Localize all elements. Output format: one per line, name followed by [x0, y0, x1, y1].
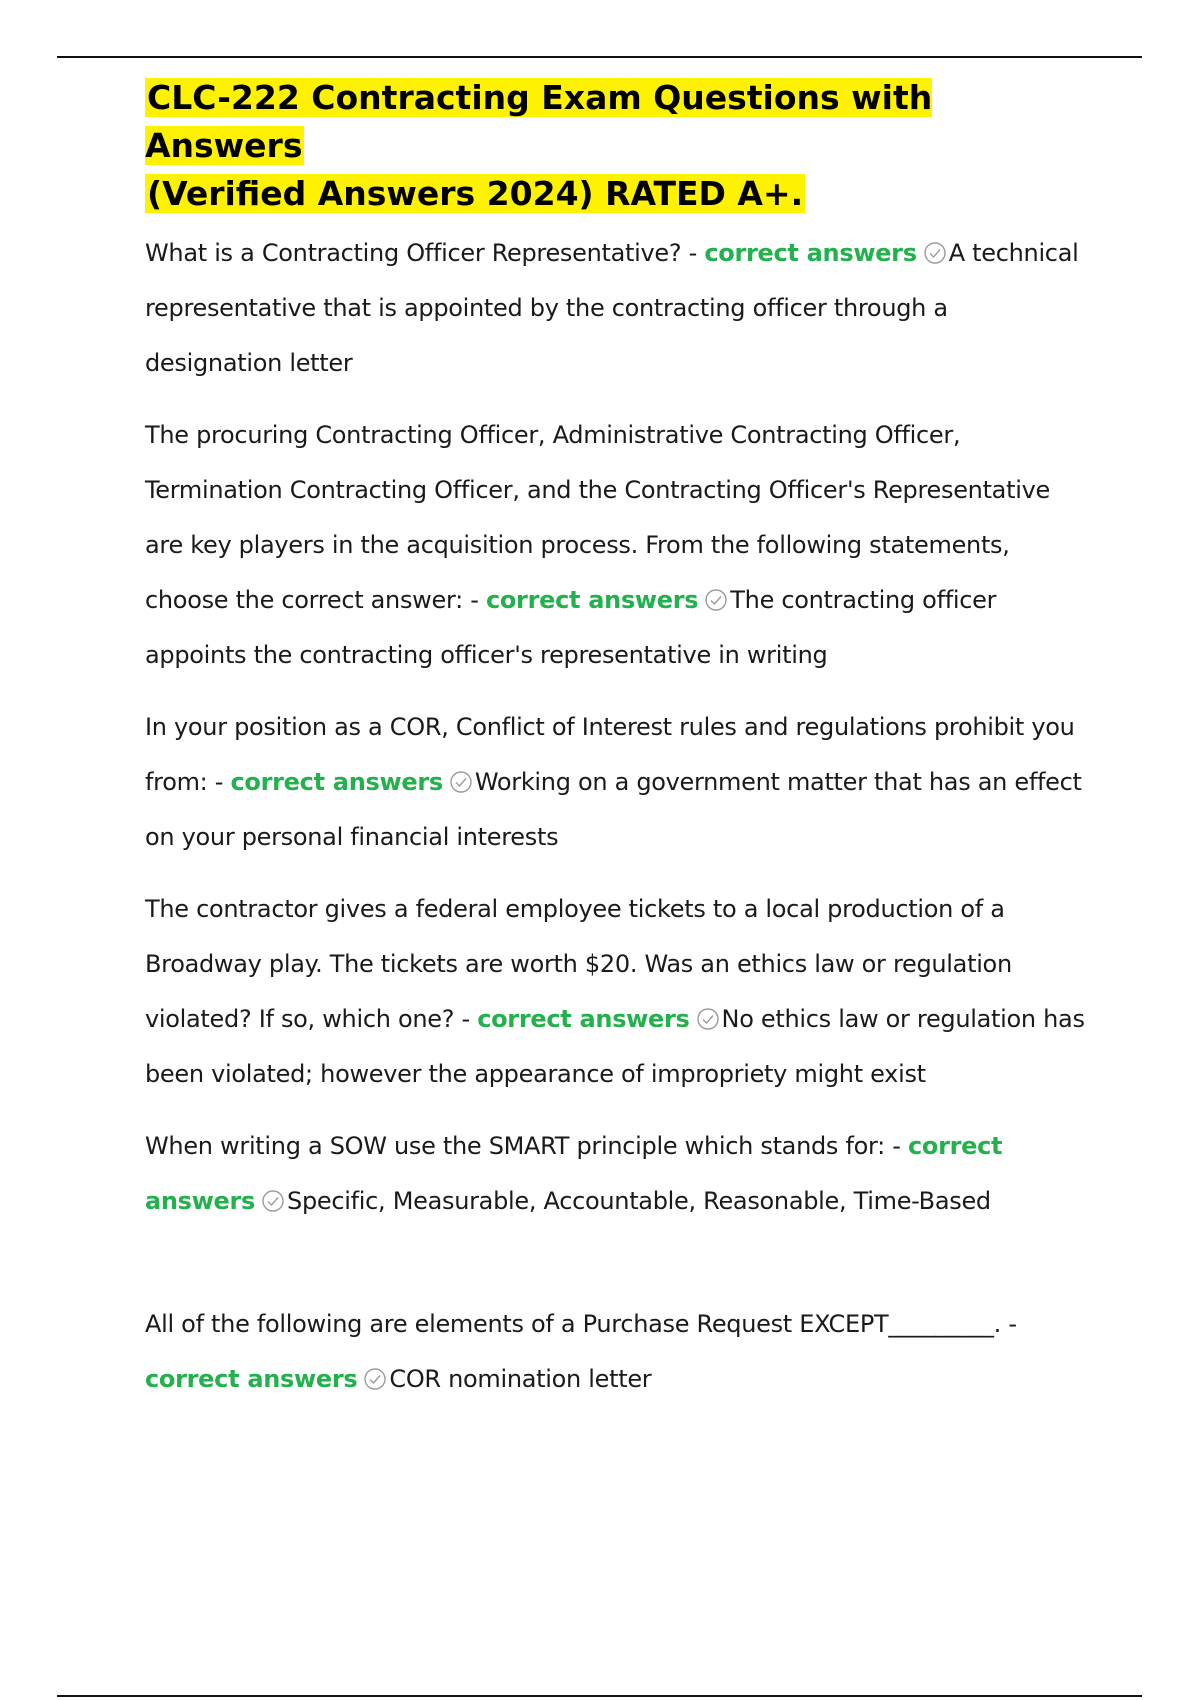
- qa-item-4: [145, 882, 1085, 1102]
- verified-check-icon: [696, 1007, 720, 1031]
- document-title: [145, 74, 1085, 218]
- separator: -: [884, 1132, 908, 1160]
- separator: -: [207, 768, 231, 796]
- verified-check-icon: [923, 241, 947, 265]
- separator: -: [462, 586, 486, 614]
- qa-item-3: [145, 700, 1085, 865]
- correct-answers-label: correct answers: [145, 1365, 358, 1393]
- bottom-rule: [57, 1695, 1142, 1697]
- document-body: [145, 74, 1085, 1424]
- correct-answers-label: correct answers: [704, 239, 917, 267]
- correct-answers-label: correct answers: [230, 768, 443, 796]
- question-text: When writing a SOW use the SMART principle which stands for:: [145, 1132, 885, 1160]
- qa-item-5: [145, 1119, 1085, 1229]
- answer-text: COR nomination letter: [389, 1365, 652, 1393]
- separator: -: [681, 239, 705, 267]
- verified-check-icon: [363, 1367, 387, 1391]
- top-rule: [57, 56, 1142, 58]
- correct-answers-label: correct answers: [145, 1132, 1003, 1215]
- separator: -: [1001, 1310, 1017, 1338]
- title-line-1: CLC-222 Contracting Exam Questions with Answers: [145, 78, 933, 165]
- verified-check-icon: [261, 1189, 285, 1213]
- qa-item-6: [145, 1297, 1085, 1407]
- question-text: The contractor gives a federal employee tickets to a local production of a Broadway play. The tickets are worth $20. Was an ethics law or regulation violated? If so, which one?: [145, 895, 1012, 1033]
- question-text: All of the following are elements of a Purchase Request EXCEPT_________.: [145, 1310, 1001, 1338]
- question-text: The procuring Contracting Officer, Administrative Contracting Officer, Termination Contracting Officer, and the Contracting Officer's Representative are key players in the acquisition process. From the following statements, choose the correct answer:: [145, 421, 1050, 614]
- qa-item-2: [145, 408, 1085, 683]
- answer-text: The contracting officer appoints the contracting officer's representative in writing: [145, 586, 997, 669]
- separator: -: [454, 1005, 478, 1033]
- verified-check-icon: [449, 770, 473, 794]
- question-text: What is a Contracting Officer Representative?: [145, 239, 682, 267]
- answer-text: A technical representative that is appointed by the contracting officer through a designation letter: [145, 239, 1079, 377]
- correct-answers-label: correct answers: [477, 1005, 690, 1033]
- qa-item-1: [145, 226, 1085, 391]
- answer-text: Specific, Measurable, Accountable, Reasonable, Time-Based: [287, 1187, 991, 1215]
- answer-text: No ethics law or regulation has been violated; however the appearance of impropriety might exist: [145, 1005, 1085, 1088]
- correct-answers-label: correct answers: [485, 586, 699, 614]
- title-line-2: (Verified Answers 2024) RATED A+.: [147, 174, 804, 213]
- answer-text: Working on a government matter that has an effect on your personal financial interests: [145, 768, 1082, 851]
- verified-check-icon: [704, 588, 728, 612]
- question-text: In your position as a COR, Conflict of Interest rules and regulations prohibit you from:: [145, 713, 1075, 796]
